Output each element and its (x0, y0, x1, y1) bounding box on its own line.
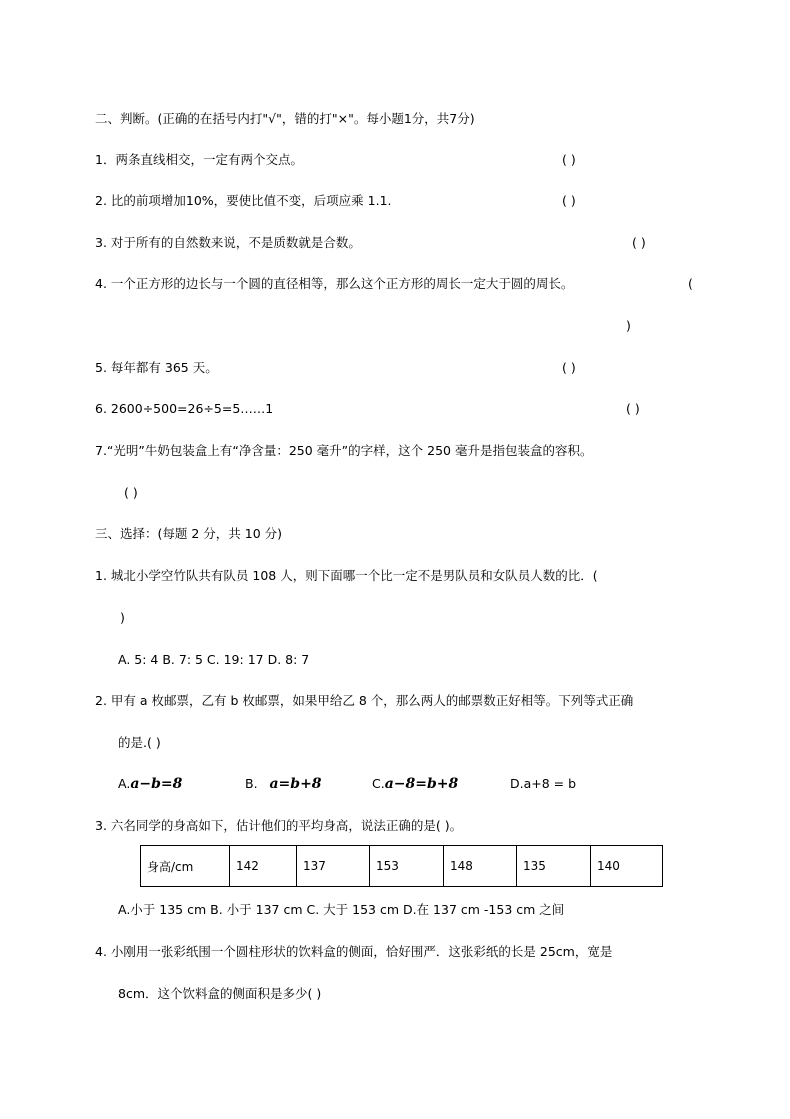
section2-heading: 二、判断。(正确的在括号内打"√"，错的打"×"。每小题1分，共7分) (95, 111, 475, 126)
table-cell: 137 (297, 846, 370, 887)
choice-q2-option-d: D.a+8 = b (510, 776, 577, 791)
judge-item-3: 3. 对于所有的自然数来说，不是质数就是合数。 (95, 235, 361, 250)
choice-q3: 3. 六名同学的身高如下，估计他们的平均身高，说法正确的是( )。 (95, 818, 463, 833)
judge-item-2: 2. 比的前项增加10%，要使比值不变，后项应乘 1.1. (95, 193, 392, 208)
option-b-expr: a=b+8 (269, 776, 322, 792)
option-a-expr: a−b=8 (130, 776, 183, 792)
choice-q3-options: A.小于 135 cm B. 小于 137 cm C. 大于 153 cm D.在 137 cm -153 cm 之间 (118, 902, 565, 917)
table-cell: 153 (370, 846, 444, 887)
judge-item-3-answer[interactable]: ( ) (632, 235, 646, 250)
choice-q4-cont: 8cm．这个饮料盒的侧面积是多少( ) (118, 986, 322, 1001)
choice-q2-option-b (245, 776, 322, 792)
choice-q1-options: A. 5: 4 B. 7: 5 C. 19: 17 D. 8: 7 (118, 652, 310, 667)
judge-item-2-answer[interactable]: ( ) (562, 193, 576, 208)
judge-item-7-answer[interactable]: ( ) (124, 485, 138, 500)
judge-item-4-answer-close: ) (626, 318, 631, 333)
judge-item-5: 5. 每年都有 365 天。 (95, 360, 218, 375)
judge-item-4-answer-open[interactable]: ( (688, 276, 693, 291)
judge-item-1-answer[interactable]: ( ) (562, 152, 576, 167)
section3-heading: 三、选择：(每题 2 分，共 10 分) (95, 526, 283, 541)
choice-q1: 1. 城北小学空竹队共有队员 108 人，则下面哪一个比一定不是男队员和女队员人数的比．( (95, 568, 598, 583)
judge-item-6-answer[interactable]: ( ) (626, 401, 640, 416)
choice-q1-answer-close[interactable]: ) (120, 610, 125, 625)
table-cell: 142 (230, 846, 297, 887)
option-c-label: C. (372, 776, 385, 791)
option-c-expr: a−8=b+8 (384, 776, 459, 792)
choice-q2-option-c (372, 776, 458, 792)
table-cell: 140 (591, 846, 663, 887)
judge-item-6: 6. 2600÷500=26÷5=5……1 (95, 401, 274, 416)
judge-item-1: 1．两条直线相交，一定有两个交点。 (95, 152, 303, 167)
judge-item-5-answer[interactable]: ( ) (562, 360, 576, 375)
option-b-label: B. (245, 776, 258, 791)
judge-item-4: 4. 一个正方形的边长与一个圆的直径相等，那么这个正方形的周长一定大于圆的周长。 (95, 276, 574, 291)
judge-item-7: 7.“光明”牛奶包装盒上有“净含量：250 毫升”的字样，这个 250 毫升是指包装盒的容积。 (95, 443, 593, 458)
choice-q2-cont: 的是.( ) (118, 735, 161, 750)
table-row (141, 846, 663, 887)
option-a-label: A. (118, 776, 131, 791)
table-cell: 148 (444, 846, 517, 887)
choice-q2: 2. 甲有 a 枚邮票，乙有 b 枚邮票，如果甲给乙 8 个，那么两人的邮票数正好相等。下列等式正确 (95, 693, 634, 708)
height-table (140, 845, 663, 887)
choice-q4: 4. 小刚用一张彩纸围一个圆柱形状的饮料盒的侧面，恰好围严．这张彩纸的长是 25cm，宽是 (95, 944, 613, 959)
table-cell: 135 (517, 846, 591, 887)
table-header-cell: 身高/cm (141, 846, 230, 887)
choice-q2-option-a (118, 776, 182, 792)
